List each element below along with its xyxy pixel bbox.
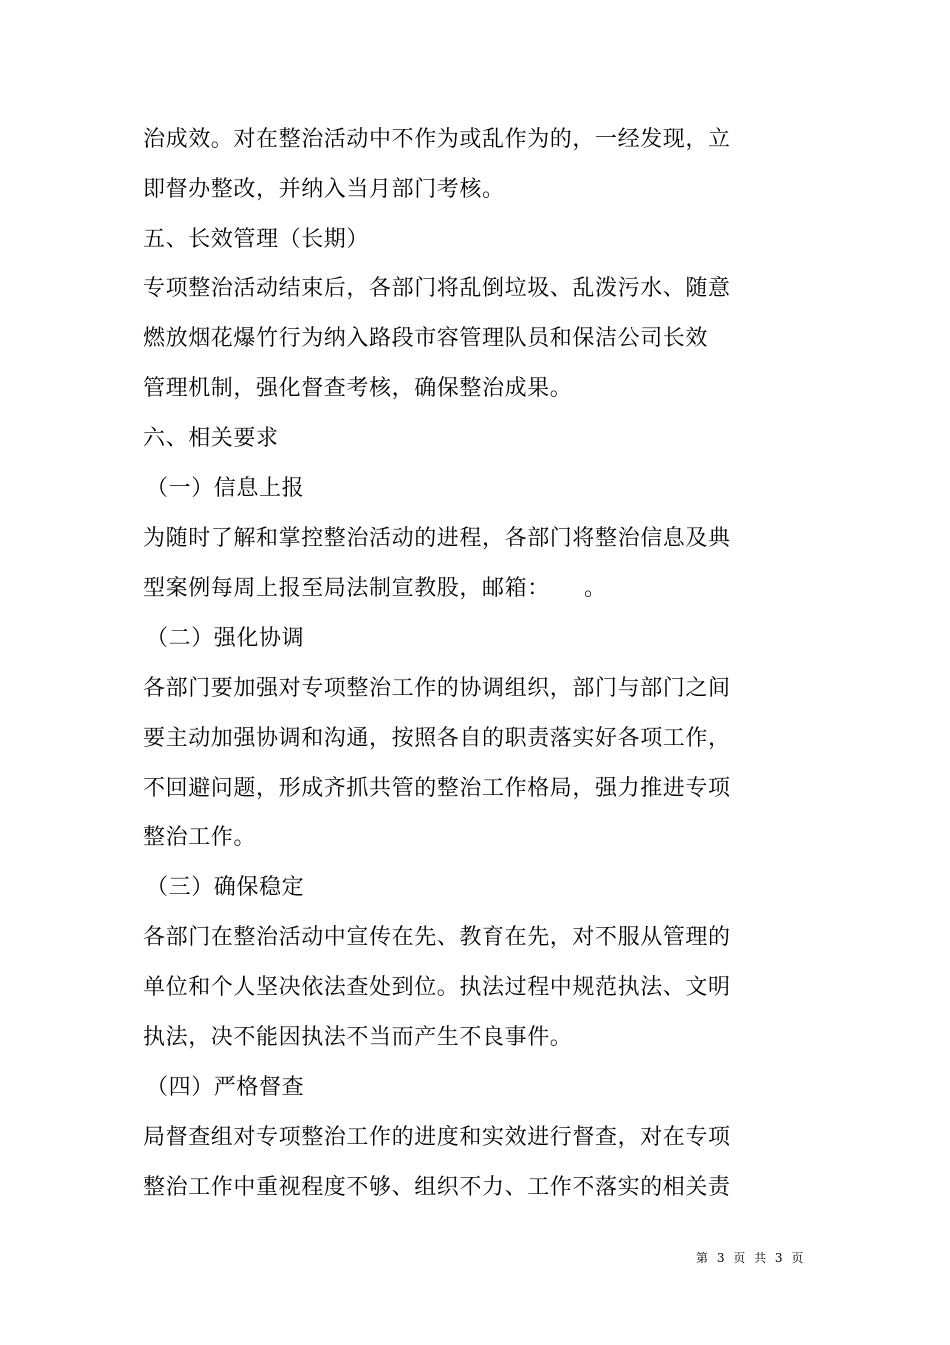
body-text-line: 即督办整改，并纳入当月部门考核。 [143, 177, 505, 202]
section-heading: 六、相关要求 [143, 426, 279, 451]
body-text-line: 管理机制，强化督查考核，确保整治成果。 [143, 376, 573, 401]
body-text-line: 各部门要加强对专项整治工作的协调组织，部门与部门之间 [143, 676, 731, 701]
body-text-line: 要主动加强协调和沟通，按照各自的职责落实好各项工作， [143, 726, 731, 751]
subsection-heading: （四）严格督查 [146, 1075, 305, 1100]
subsection-heading: （一）信息上报 [146, 476, 305, 501]
page-number-footer: 第 3 页 共 3 页 [696, 1251, 805, 1265]
body-text-line: 治成效。对在整治活动中不作为或乱作为的，一经发现，立 [143, 127, 731, 152]
body-text-line: 各部门在整治活动中宣传在先、教育在先，对不服从管理的 [143, 925, 731, 950]
body-text-line: 单位和个人坚决依法查处到位。执法过程中规范执法、文明 [143, 975, 731, 1000]
section-heading: 五、长效管理（长期） [143, 227, 370, 252]
body-text-line: 为随时了解和掌控整治活动的进程，各部门将整治信息及典 [143, 526, 731, 551]
body-text-line: 整治工作中重视程度不够、组织不力、工作不落实的相关责 [143, 1175, 731, 1200]
body-text-line: 燃放烟花爆竹行为纳入路段市容管理队员和保洁公司长效 [143, 326, 709, 351]
body-text-line: 执法，决不能因执法不当而产生不良事件。 [143, 1025, 573, 1050]
body-text-line: 不回避问题，形成齐抓共管的整治工作格局，强力推进专项 [143, 776, 731, 801]
body-text-line: 局督查组对专项整治工作的进度和实效进行督查，对在专项 [143, 1125, 731, 1150]
body-text-line: 整治工作。 [143, 825, 257, 850]
body-text-line: 专项整治活动结束后，各部门将乱倒垃圾、乱泼污水、随意 [143, 276, 731, 301]
subsection-heading: （三）确保稳定 [146, 875, 305, 900]
subsection-heading: （二）强化协调 [146, 626, 305, 651]
body-text-line: 型案例每周上报至局法制宣教股，邮箱： 。 [143, 576, 607, 601]
